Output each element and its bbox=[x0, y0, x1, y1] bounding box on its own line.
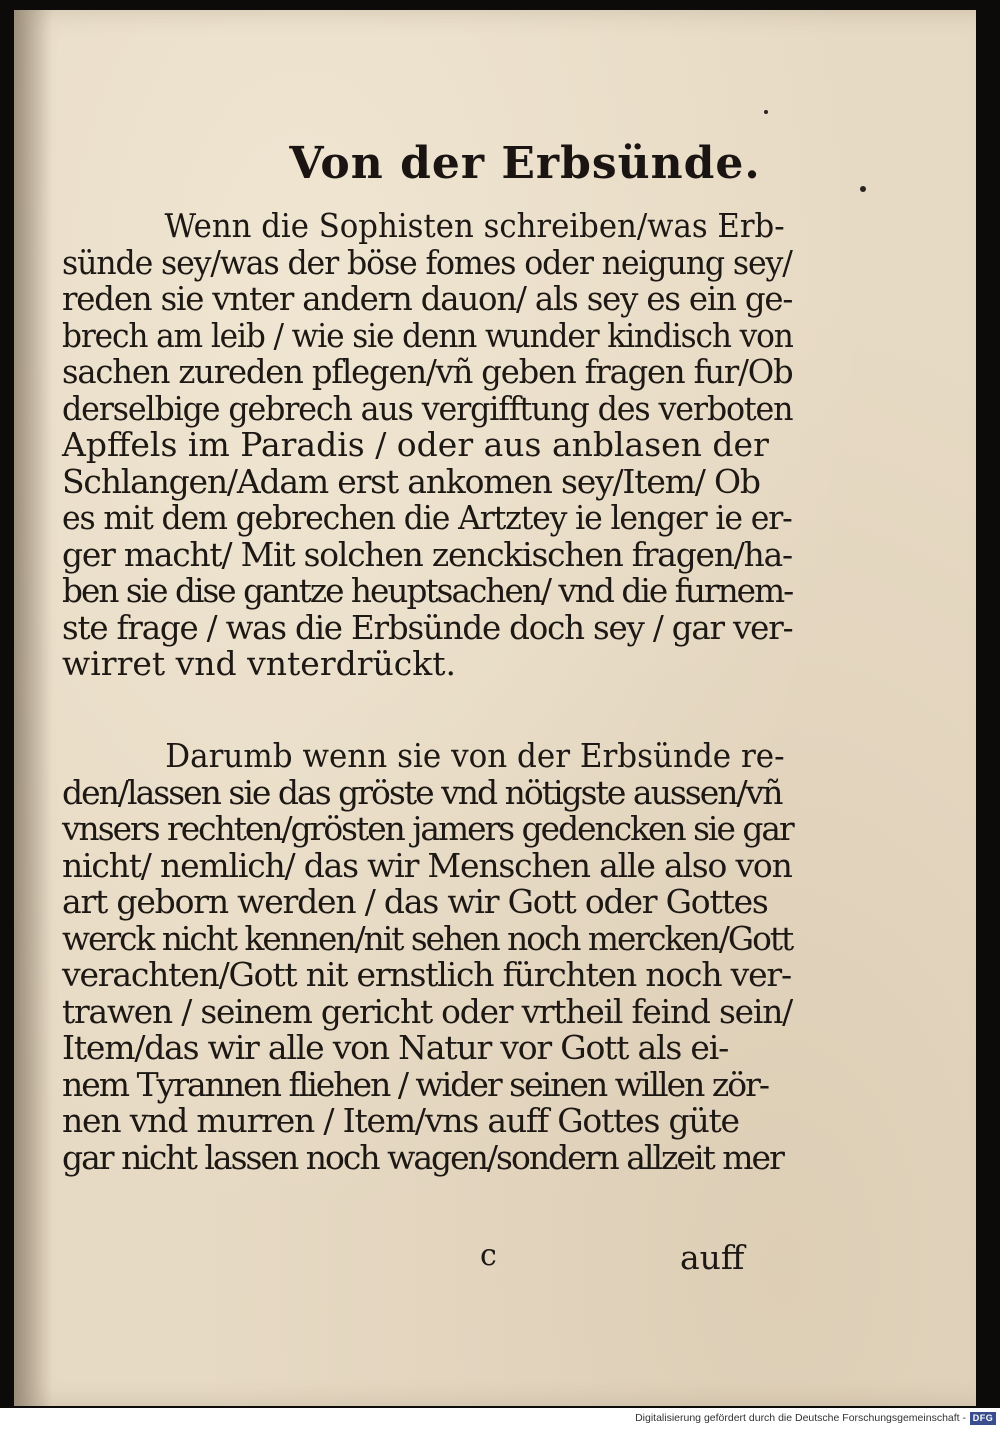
catchword: auff bbox=[680, 1238, 745, 1277]
text-line: trawen / seinem gericht oder vrtheil feind sein/ bbox=[62, 991, 793, 1031]
text-line: sünde sey/was der böse fomes oder neigung sey/ bbox=[62, 242, 792, 282]
text-line: reden sie vnter andern dauon/ als sey es ein ge- bbox=[62, 279, 793, 318]
text-line: ger macht/ Mit solchen zenckischen fragen/ha- bbox=[62, 534, 792, 574]
text-line: Wenn die Sophisten schreiben/was Erb- bbox=[164, 206, 785, 245]
text-line: es mit dem gebrechen die Artztey ie lenger ie er- bbox=[62, 498, 792, 537]
dfg-logo-icon: DFG bbox=[970, 1412, 996, 1425]
text-line: brech am leib / wie sie denn wunder kindisch von bbox=[62, 315, 793, 355]
text-line: Apffels im Paradis / oder aus anblasen der bbox=[62, 425, 769, 464]
text-line: Schlangen/Adam erst ankomen sey/Item/ Ob bbox=[62, 461, 760, 501]
text-line: den/lassen sie das gröste vnd nötigste aussen/vñ bbox=[62, 772, 782, 812]
page-heading: Von der Erbsünde. bbox=[289, 138, 761, 189]
book-page bbox=[14, 10, 976, 1406]
text-line: nem Tyrannen fliehen / wider seinen willen zör- bbox=[62, 1064, 769, 1104]
ink-speck bbox=[764, 110, 768, 114]
digitization-credit: Digitalisierung gefördert durch die Deutsche Forschungsgemeinschaft - bbox=[635, 1412, 966, 1424]
text-line: werck nicht kennen/nit sehen noch mercken/Gott bbox=[62, 918, 793, 958]
paragraph-2 bbox=[62, 738, 792, 1176]
text-line: ben sie dise gantze heuptsachen/ vnd die furnem- bbox=[62, 571, 793, 610]
text-line: ste frage / was die Erbsünde doch sey / gar ver- bbox=[62, 607, 793, 647]
text-line: nicht/ nemlich/ das wir Menschen alle also von bbox=[62, 845, 792, 885]
text-line: derselbige gebrech aus vergifftung des verboten bbox=[62, 388, 793, 428]
text-line: Item/das wir alle von Natur vor Gott als ei- bbox=[62, 1028, 729, 1067]
text-line: gar nicht lassen noch wagen/sondern allzeit mer bbox=[62, 1137, 783, 1177]
text-line: verachten/Gott nit ernstlich fürchten noch ver- bbox=[62, 955, 791, 994]
text-line: Darumb wenn sie von der Erbsünde re- bbox=[165, 736, 785, 775]
text-line: nen vnd murren / Item/vns auff Gottes güte bbox=[62, 1101, 739, 1140]
paragraph-1 bbox=[62, 208, 792, 683]
text-line: wirret vnd vnterdrückt. bbox=[62, 644, 456, 683]
text-line: art geborn werden / das wir Gott oder Gottes bbox=[62, 882, 768, 921]
text-line: vnsers rechten/grösten jamers gedencken sie gar bbox=[62, 809, 793, 848]
signature-mark: c bbox=[480, 1238, 497, 1273]
text-line: sachen zureden pflegen/vñ geben fragen fur/Ob bbox=[62, 352, 793, 391]
credit-bar bbox=[0, 1408, 1000, 1430]
